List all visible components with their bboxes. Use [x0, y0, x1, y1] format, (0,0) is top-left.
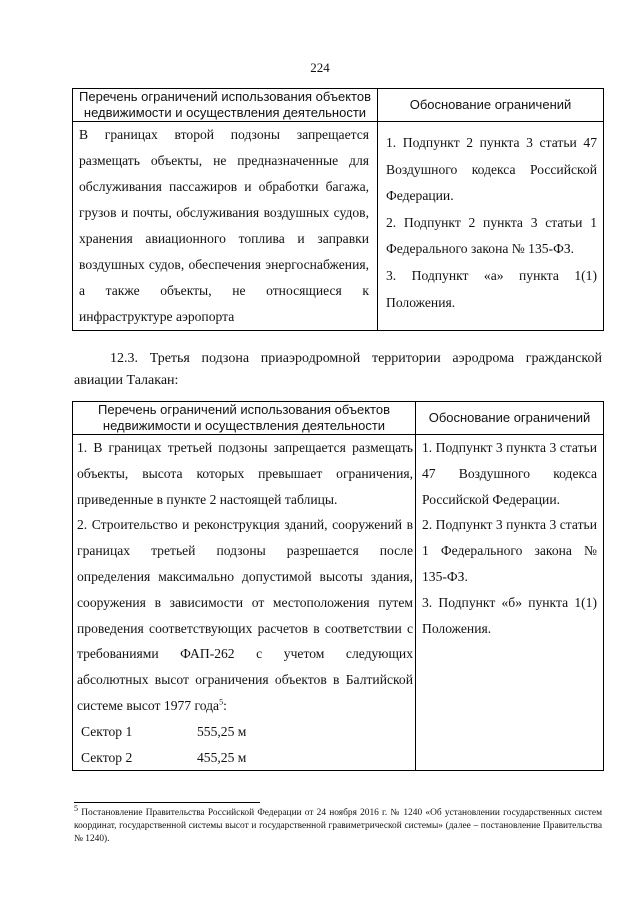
- footnote-mark: 5: [74, 803, 78, 813]
- restrictions-table-subzone-3: [72, 401, 604, 771]
- justification-item: 3. Подпункт «а» пункта 1(1) Положения.: [386, 267, 597, 310]
- footnote-ref: 5: [219, 697, 224, 707]
- sector-height: 455,25 м: [197, 749, 247, 765]
- page-number: 224: [310, 60, 330, 75]
- restriction-item: 2. Строительство и реконструкция зданий, сооружений в границах третьей подзоны разрешается после определения максимально допустимой высоты здания, сооружения в зависимости от местоположения путем проведения соответствующих расчетов в соответствии с требованиями ФАП-262 с учетом следующих абсолютных высот ограничения объектов в Балтийской системе высот 1977 года$^5$:: [77, 517, 413, 713]
- table-header-row: [73, 402, 604, 435]
- justification-item: 2. Подпункт 3 пункта 3 статьи 1 Федерального закона № 135-ФЗ.: [422, 517, 597, 584]
- restrictions-table-subzone-2: [72, 88, 604, 331]
- footnote-text: Постановление Правительства Российской Федерации от 24 ноября 2016 г. № 1240 «Об установлении государственных систем координат, государственной системы высот и государственной гравиметрической системы» (далее – постановление Правительства № 1240).: [74, 808, 602, 844]
- sector-name: Сектор 2: [81, 749, 133, 765]
- restrictions-cell: [73, 122, 378, 331]
- table-header-row: [73, 89, 604, 122]
- sector-row: [73, 745, 415, 771]
- restrictions-cell: [73, 435, 416, 771]
- justification-item: 3. Подпункт «б» пункта 1(1) Положения.: [422, 594, 597, 636]
- restriction-text: В границах второй подзоны запрещается размещать объекты, не предназначенные для обслуживания пассажиров и обработки багажа, грузов и почты, обслуживания воздушных судов, хранения авиационного топлива и заправки воздушных судов, обеспечения энергоснабжения, а также объекты, не относящиеся к инфраструктуре аэропорта: [79, 127, 369, 324]
- header-restrictions: Перечень ограничений использования объектов недвижимости и осуществления деятельности: [73, 89, 378, 122]
- header-justification: Обоснование ограничений: [378, 89, 604, 122]
- justification-item: 2. Подпункт 2 пункта 3 статьи 1 Федерального закона № 135-ФЗ.: [386, 214, 597, 257]
- table-row: [73, 435, 604, 771]
- justification-cell: [378, 122, 604, 331]
- footnote-separator: [74, 802, 260, 803]
- table-row: [73, 122, 604, 331]
- header-restrictions: Перечень ограничений использования объектов недвижимости и осуществления деятельности: [73, 402, 416, 435]
- restriction-item: 1. В границах третьей подзоны запрещается размещать объекты, высота которых превышает ограничения, приведенные в пункте 2 настоящей таблицы.: [77, 440, 413, 507]
- sector-name: Сектор 1: [81, 723, 133, 739]
- footnote: [74, 803, 602, 846]
- header-justification: Обоснование ограничений: [416, 402, 604, 435]
- justification-item: 1. Подпункт 3 пункта 3 статьи 47 Воздушного кодекса Российской Федерации.: [422, 440, 597, 507]
- section-heading: 12.3. Третья подзона приаэродромной территории аэродрома гражданской авиации Талакан:: [74, 351, 602, 388]
- sector-height: 555,25 м: [197, 723, 247, 739]
- justification-item: 1. Подпункт 2 пункта 3 статьи 47 Воздушного кодекса Российской Федерации.: [386, 135, 597, 204]
- justification-cell: [416, 435, 604, 771]
- sector-row: [73, 719, 415, 745]
